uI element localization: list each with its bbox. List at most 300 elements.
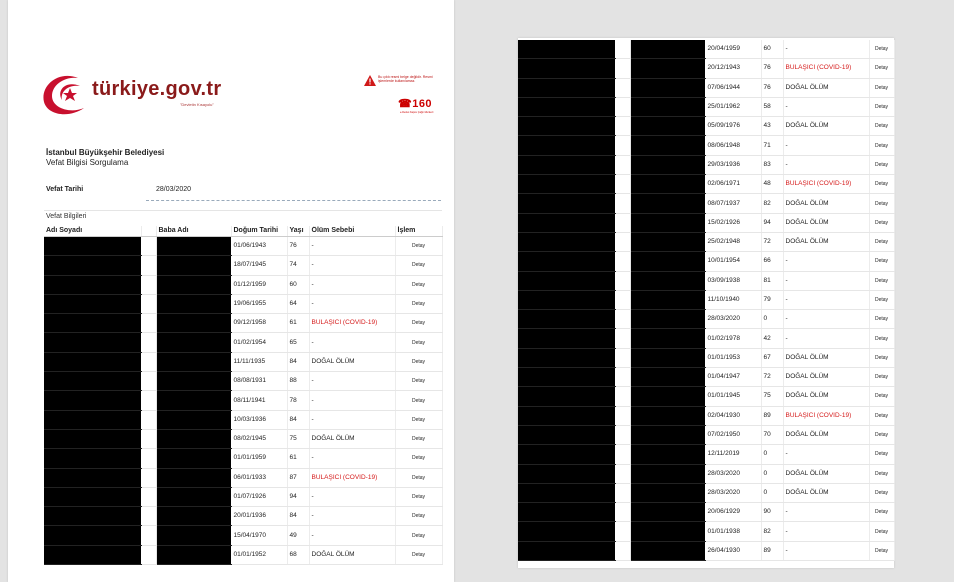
birth-date-cell: 01/02/1978 (705, 329, 761, 348)
redacted-father-cell (156, 526, 231, 545)
detail-link[interactable]: Detay (869, 387, 894, 406)
death-cause-cell: DOĞAL ÖLÜM (783, 232, 869, 251)
detail-link[interactable]: Detay (869, 232, 894, 251)
age-cell: 67 (761, 348, 783, 367)
death-cause-cell: BULAŞICI (COVID-19) (309, 314, 395, 333)
table-row (518, 97, 894, 116)
table-row (44, 352, 442, 371)
death-cause-cell: BULAŞICI (COVID-19) (783, 59, 869, 78)
spacer-cell (615, 59, 630, 78)
table-row (44, 449, 442, 468)
age-cell: 84 (287, 507, 309, 526)
redacted-name-cell (518, 406, 615, 425)
column-header-cause: Ölüm Sebebi (309, 226, 395, 237)
detail-link[interactable]: Detay (869, 310, 894, 329)
age-cell: 72 (761, 368, 783, 387)
redacted-father-cell (630, 368, 705, 387)
redacted-name-cell (518, 155, 615, 174)
detail-link[interactable]: Detay (869, 406, 894, 425)
detail-link[interactable]: Detay (869, 290, 894, 309)
table-row (44, 333, 442, 352)
detail-link[interactable]: Detay (395, 352, 442, 371)
spacer-cell (615, 175, 630, 194)
birth-date-cell: 01/06/1943 (231, 237, 287, 256)
redacted-father-cell (630, 271, 705, 290)
birth-date-cell: 12/11/2019 (705, 445, 761, 464)
birth-date-cell: 01/01/1959 (231, 449, 287, 468)
table-row (518, 483, 894, 502)
death-cause-cell: - (783, 503, 869, 522)
death-date-value: 28/03/2020 (156, 186, 192, 193)
detail-link[interactable]: Detay (395, 507, 442, 526)
redacted-name-cell (44, 314, 141, 333)
birth-date-cell: 20/01/1936 (231, 507, 287, 526)
detail-link[interactable]: Detay (395, 391, 442, 410)
birth-date-cell: 01/07/1926 (231, 487, 287, 506)
spacer-cell (615, 368, 630, 387)
spacer-cell (615, 445, 630, 464)
age-cell: 79 (761, 290, 783, 309)
birth-date-cell: 01/01/1938 (705, 522, 761, 541)
column-header-birth: Doğum Tarihi (231, 226, 287, 237)
detail-link[interactable]: Detay (869, 78, 894, 97)
birth-date-cell: 18/07/1945 (231, 256, 287, 275)
spacer-cell (615, 348, 630, 367)
detail-link[interactable]: Detay (869, 541, 894, 560)
birth-date-cell: 08/02/1945 (231, 429, 287, 448)
age-cell: 0 (761, 445, 783, 464)
death-cause-cell: DOĞAL ÖLÜM (309, 545, 395, 564)
detail-link[interactable]: Detay (395, 526, 442, 545)
table-row (518, 40, 894, 59)
death-cause-cell: DOĞAL ÖLÜM (783, 387, 869, 406)
death-cause-cell: - (783, 541, 869, 560)
age-cell: 42 (761, 329, 783, 348)
table-row (518, 194, 894, 213)
detail-link[interactable]: Detay (395, 314, 442, 333)
birth-date-cell: 11/10/1940 (705, 290, 761, 309)
age-cell: 65 (287, 333, 309, 352)
redacted-name-cell (518, 175, 615, 194)
birth-date-cell: 01/01/1953 (705, 348, 761, 367)
detail-link[interactable]: Detay (869, 445, 894, 464)
age-cell: 90 (761, 503, 783, 522)
birth-date-cell: 10/03/1936 (231, 410, 287, 429)
detail-link[interactable]: Detay (869, 175, 894, 194)
death-cause-cell: BULAŞICI (COVID-19) (783, 175, 869, 194)
death-records-table-continued (518, 40, 895, 561)
redacted-name-cell (518, 194, 615, 213)
redacted-father-cell (156, 372, 231, 391)
redacted-father-cell (630, 445, 705, 464)
age-cell: 76 (761, 78, 783, 97)
death-records-table (44, 226, 443, 565)
table-row (518, 290, 894, 309)
redacted-father-cell (630, 155, 705, 174)
death-cause-cell: DOĞAL ÖLÜM (783, 483, 869, 502)
table-row (518, 387, 894, 406)
redacted-father-cell (156, 275, 231, 294)
spacer-cell (615, 483, 630, 502)
redacted-father-cell (630, 117, 705, 136)
turkiye-gov-logo[interactable] (40, 72, 255, 120)
redacted-father-cell (156, 449, 231, 468)
detail-link[interactable]: Detay (869, 425, 894, 444)
redacted-name-cell (44, 294, 141, 313)
redacted-name-cell (518, 59, 615, 78)
organization-name: İstanbul Büyükşehir Belediyesi (46, 148, 165, 157)
death-cause-cell: DOĞAL ÖLÜM (783, 464, 869, 483)
redacted-father-cell (630, 387, 705, 406)
warning-icon (364, 75, 376, 86)
spacer-cell (141, 391, 156, 410)
table-header-row (44, 226, 442, 237)
age-cell: 70 (761, 425, 783, 444)
birth-date-cell: 20/12/1943 (705, 59, 761, 78)
redacted-name-cell (518, 387, 615, 406)
birth-date-cell: 06/01/1933 (231, 468, 287, 487)
age-cell: 94 (287, 487, 309, 506)
redacted-father-cell (630, 503, 705, 522)
redacted-father-cell (630, 175, 705, 194)
detail-link[interactable]: Detay (395, 545, 442, 564)
detail-link[interactable]: Detay (869, 117, 894, 136)
birth-date-cell: 25/02/1948 (705, 232, 761, 251)
birth-date-cell: 09/12/1958 (231, 314, 287, 333)
death-cause-cell: DOĞAL ÖLÜM (783, 348, 869, 367)
call-center-number: ☎160 (398, 98, 433, 110)
spacer-cell (615, 387, 630, 406)
death-cause-cell: - (309, 410, 395, 429)
death-cause-cell: - (309, 237, 395, 256)
birth-date-cell: 01/12/1959 (231, 275, 287, 294)
detail-link[interactable]: Detay (869, 97, 894, 116)
death-cause-cell: - (783, 271, 869, 290)
birth-date-cell: 20/04/1959 (705, 40, 761, 59)
redacted-name-cell (518, 329, 615, 348)
redacted-name-cell (518, 97, 615, 116)
redacted-father-cell (156, 410, 231, 429)
column-header-father: Baba Adı (156, 226, 231, 237)
table-row (518, 406, 894, 425)
birth-date-cell: 01/04/1947 (705, 368, 761, 387)
redacted-father-cell (156, 333, 231, 352)
death-cause-cell: - (309, 256, 395, 275)
spacer-cell (141, 429, 156, 448)
table-row (44, 391, 442, 410)
death-cause-cell: BULAŞICI (COVID-19) (309, 468, 395, 487)
birth-date-cell: 15/02/1926 (705, 213, 761, 232)
table-row (518, 117, 894, 136)
redacted-father-cell (156, 545, 231, 564)
age-cell: 72 (761, 232, 783, 251)
detail-link[interactable]: Detay (869, 136, 894, 155)
death-cause-cell: DOĞAL ÖLÜM (783, 78, 869, 97)
table-row (44, 468, 442, 487)
death-cause-cell: - (783, 290, 869, 309)
spacer-cell (615, 290, 630, 309)
detail-link[interactable]: Detay (869, 213, 894, 232)
spacer-cell (615, 117, 630, 136)
warning-notice (364, 75, 444, 87)
age-cell: 94 (761, 213, 783, 232)
redacted-father-cell (630, 78, 705, 97)
spacer-cell (615, 155, 630, 174)
detail-link[interactable]: Detay (869, 40, 894, 59)
death-cause-cell: - (309, 294, 395, 313)
birth-date-cell: 28/03/2020 (705, 464, 761, 483)
redacted-name-cell (44, 275, 141, 294)
table-row (44, 294, 442, 313)
birth-date-cell: 03/09/1938 (705, 271, 761, 290)
redacted-father-cell (630, 97, 705, 116)
detail-link[interactable]: Detay (869, 522, 894, 541)
detail-link[interactable]: Detay (869, 503, 894, 522)
redacted-name-cell (44, 526, 141, 545)
redacted-name-cell (518, 78, 615, 97)
death-cause-cell: DOĞAL ÖLÜM (783, 368, 869, 387)
redacted-name-cell (44, 429, 141, 448)
redacted-name-cell (518, 232, 615, 251)
redacted-name-cell (44, 545, 141, 564)
column-header-action: İşlem (395, 226, 442, 237)
table-row (44, 256, 442, 275)
table-row (518, 213, 894, 232)
spacer-cell (615, 194, 630, 213)
age-cell: 76 (761, 59, 783, 78)
redacted-name-cell (518, 368, 615, 387)
detail-link[interactable]: Detay (869, 59, 894, 78)
age-cell: 81 (761, 271, 783, 290)
redacted-father-cell (156, 294, 231, 313)
detail-link[interactable]: Detay (869, 271, 894, 290)
redacted-name-cell (44, 256, 141, 275)
birth-date-cell: 11/11/1935 (231, 352, 287, 371)
spacer-cell (615, 252, 630, 271)
redacted-name-cell (518, 252, 615, 271)
table-row (44, 526, 442, 545)
redacted-father-cell (156, 237, 231, 256)
birth-date-cell: 01/01/1945 (705, 387, 761, 406)
dashed-divider (146, 200, 441, 201)
age-cell: 66 (761, 252, 783, 271)
detail-link[interactable]: Detay (869, 329, 894, 348)
redacted-name-cell (518, 271, 615, 290)
detail-link[interactable]: Detay (395, 275, 442, 294)
spacer-cell (141, 507, 156, 526)
redacted-name-cell (518, 503, 615, 522)
spacer-cell (141, 545, 156, 564)
death-cause-cell: - (309, 487, 395, 506)
redacted-father-cell (630, 310, 705, 329)
table-row (44, 275, 442, 294)
detail-link[interactable]: Detay (869, 348, 894, 367)
redacted-father-cell (156, 507, 231, 526)
death-date-label: Vefat Tarihi (46, 186, 84, 193)
table-row (518, 329, 894, 348)
death-cause-cell: BULAŞICI (COVID-19) (783, 406, 869, 425)
table-row (518, 310, 894, 329)
age-cell: 0 (761, 464, 783, 483)
section-title: Vefat Bilgileri (46, 213, 87, 220)
redacted-father-cell (630, 329, 705, 348)
birth-date-cell: 08/08/1931 (231, 372, 287, 391)
detail-link[interactable]: Detay (869, 252, 894, 271)
birth-date-cell: 28/03/2020 (705, 483, 761, 502)
detail-link[interactable]: Detay (395, 372, 442, 391)
birth-date-cell: 07/02/1950 (705, 425, 761, 444)
redacted-name-cell (44, 391, 141, 410)
death-cause-cell: - (309, 275, 395, 294)
birth-date-cell: 19/06/1955 (231, 294, 287, 313)
age-cell: 68 (287, 545, 309, 564)
detail-link[interactable]: Detay (395, 333, 442, 352)
redacted-father-cell (630, 194, 705, 213)
logo-slogan: "Devletin Kısayolu" (180, 102, 214, 107)
redacted-name-cell (44, 449, 141, 468)
death-cause-cell: DOĞAL ÖLÜM (309, 429, 395, 448)
table-row (518, 368, 894, 387)
birth-date-cell: 01/01/1952 (231, 545, 287, 564)
age-cell: 71 (761, 136, 783, 155)
redacted-name-cell (44, 352, 141, 371)
detail-link[interactable]: Detay (869, 194, 894, 213)
spacer-cell (615, 541, 630, 560)
spacer-cell (141, 333, 156, 352)
birth-date-cell: 28/03/2020 (705, 310, 761, 329)
table-row (518, 252, 894, 271)
detail-link[interactable]: Detay (869, 483, 894, 502)
detail-link[interactable]: Detay (395, 468, 442, 487)
death-cause-cell: - (309, 391, 395, 410)
birth-date-cell: 01/02/1954 (231, 333, 287, 352)
detail-link[interactable]: Detay (395, 449, 442, 468)
death-cause-cell: - (783, 136, 869, 155)
spacer-cell (615, 213, 630, 232)
redacted-name-cell (518, 213, 615, 232)
redacted-father-cell (630, 213, 705, 232)
death-cause-cell: DOĞAL ÖLÜM (783, 117, 869, 136)
redacted-name-cell (44, 507, 141, 526)
redacted-name-cell (518, 40, 615, 59)
table-row (518, 78, 894, 97)
table-row (518, 175, 894, 194)
redacted-father-cell (156, 352, 231, 371)
table-row (44, 372, 442, 391)
age-cell: 61 (287, 314, 309, 333)
table-row (518, 445, 894, 464)
detail-link[interactable]: Detay (395, 410, 442, 429)
age-cell: 75 (761, 387, 783, 406)
age-cell: 87 (287, 468, 309, 487)
death-cause-cell: - (783, 445, 869, 464)
table-row (518, 348, 894, 367)
table-row (518, 464, 894, 483)
call-center-label: e-Devlet Kapısı Çağrı Merkezi (400, 111, 434, 114)
table-row (518, 541, 894, 560)
detail-link[interactable]: Detay (869, 368, 894, 387)
detail-link[interactable]: Detay (395, 429, 442, 448)
redacted-name-cell (518, 464, 615, 483)
table-row (44, 429, 442, 448)
birth-date-cell: 26/04/1930 (705, 541, 761, 560)
birth-date-cell: 29/03/1936 (705, 155, 761, 174)
redacted-father-cell (630, 232, 705, 251)
age-cell: 49 (287, 526, 309, 545)
death-cause-cell: - (783, 310, 869, 329)
spacer-cell (615, 522, 630, 541)
table-row (518, 522, 894, 541)
birth-date-cell: 20/06/1929 (705, 503, 761, 522)
redacted-father-cell (630, 425, 705, 444)
redacted-name-cell (44, 237, 141, 256)
redacted-father-cell (156, 468, 231, 487)
detail-link[interactable]: Detay (869, 464, 894, 483)
column-header-spacer (141, 226, 156, 237)
death-cause-cell: - (783, 522, 869, 541)
table-row (44, 507, 442, 526)
table-row (518, 503, 894, 522)
age-cell: 89 (761, 406, 783, 425)
spacer-cell (141, 526, 156, 545)
detail-link[interactable]: Detay (395, 237, 442, 256)
logo-text: türkiye.gov.tr (92, 78, 222, 100)
redacted-father-cell (156, 256, 231, 275)
spacer-cell (615, 136, 630, 155)
death-cause-cell: DOĞAL ÖLÜM (783, 213, 869, 232)
table-row (518, 136, 894, 155)
spacer-cell (141, 487, 156, 506)
warning-text: Bu çıktı resmi belge değildir. Resmi işlemlerde kullanılamaz. (378, 75, 433, 84)
spacer-cell (615, 310, 630, 329)
birth-date-cell: 08/11/1941 (231, 391, 287, 410)
detail-link[interactable]: Detay (869, 155, 894, 174)
spacer-cell (615, 503, 630, 522)
redacted-father-cell (156, 487, 231, 506)
age-cell: 82 (761, 522, 783, 541)
detail-link[interactable]: Detay (395, 256, 442, 275)
redacted-name-cell (44, 372, 141, 391)
age-cell: 88 (287, 372, 309, 391)
redacted-father-cell (630, 40, 705, 59)
spacer-cell (141, 352, 156, 371)
age-cell: 43 (761, 117, 783, 136)
redacted-name-cell (518, 136, 615, 155)
redacted-name-cell (518, 541, 615, 560)
redacted-father-cell (630, 522, 705, 541)
age-cell: 89 (761, 541, 783, 560)
age-cell: 74 (287, 256, 309, 275)
death-cause-cell: DOĞAL ÖLÜM (783, 425, 869, 444)
birth-date-cell: 15/04/1970 (231, 526, 287, 545)
death-cause-cell: - (309, 449, 395, 468)
age-cell: 83 (761, 155, 783, 174)
detail-link[interactable]: Detay (395, 487, 442, 506)
spacer-cell (141, 410, 156, 429)
spacer-cell (615, 271, 630, 290)
spacer-cell (141, 275, 156, 294)
section-divider (44, 210, 442, 211)
redacted-name-cell (44, 410, 141, 429)
age-cell: 76 (287, 237, 309, 256)
age-cell: 58 (761, 97, 783, 116)
detail-link[interactable]: Detay (395, 294, 442, 313)
table-row (518, 271, 894, 290)
death-cause-cell: DOĞAL ÖLÜM (783, 194, 869, 213)
redacted-father-cell (156, 391, 231, 410)
redacted-name-cell (518, 483, 615, 502)
spacer-cell (141, 468, 156, 487)
